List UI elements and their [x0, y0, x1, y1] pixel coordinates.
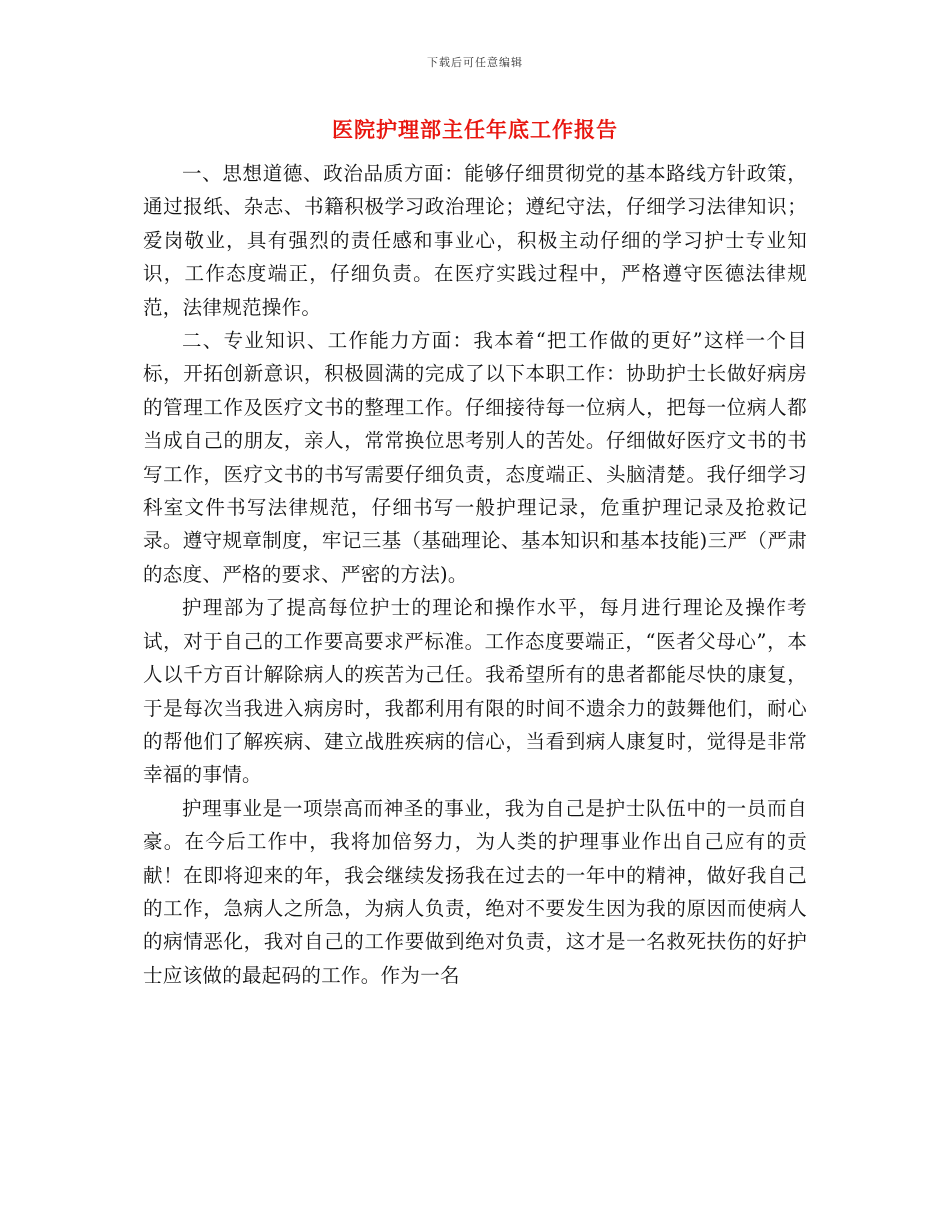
- document-body: [143, 157, 807, 992]
- paragraph-professional-skills: 二、专业知识、工作能力方面：我本着“把工作做的更好”这样一个目标，开拓创新意识，积极圆满的完成了以下本职工作：协助护士长做好病房的管理工作及医疗文书的整理工作。仔细接待每一位病人，把每一位病人都当成自己的朋友，亲人，常常换位思考别人的苦处。仔细做好医疗文书的书写工作，医疗文书的书写需要仔细负责，态度端正、头脑清楚。我仔细学习科室文件书写法律规范，仔细书写一般护理记录，危重护理记录及抢救记录。遵守规章制度，牢记三基（基础理论、基本知识和基本技能)三严（严肃的态度、严格的要求、严密的方法)。: [143, 329, 807, 586]
- document-title: 医院护理部主任年底工作报告: [332, 118, 618, 142]
- paragraph-ideology: 一、思想道德、政治品质方面：能够仔细贯彻党的基本路线方针政策，通过报纸、杂志、书籍积极学习政治理论；遵纪守法，仔细学习法律知识；爱岗敬业，具有强烈的责任感和事业心，积极主动仔细的学习护士专业知识，工作态度端正，仔细负责。在医疗实践过程中，严格遵守医德法律规范，法律规范操作。: [143, 162, 807, 319]
- paragraph-training: 护理部为了提高每位护士的理论和操作水平，每月进行理论及操作考试，对于自己的工作要高要求严标准。工作态度要端正，“医者父母心”，本人以千方百计解除病人的疾苦为己任。我希望所有的患者都能尽快的康复，于是每次当我进入病房时，我都利用有限的时间不遗余力的鼓舞他们，耐心的帮他们了解疾病、建立战胜疾病的信心，当看到病人康复时，觉得是非常幸福的事情。: [143, 596, 807, 787]
- paragraph-future-commitment: 护理事业是一项崇高而神圣的事业，我为自己是护士队伍中的一员而自豪。在今后工作中，我将加倍努力，为人类的护理事业作出自己应有的贡献！在即将迎来的年，我会继续发扬我在过去的一年中的精神，做好我自己的工作，急病人之所急，为病人负责，绝对不要发生因为我的原因而使病人的病情恶化，我对自己的工作要做到绝对负责，这才是一名救死扶伤的好护士应该做的最起码的工作。作为一名: [143, 796, 807, 987]
- header-note: 下载后可任意编辑: [427, 56, 523, 69]
